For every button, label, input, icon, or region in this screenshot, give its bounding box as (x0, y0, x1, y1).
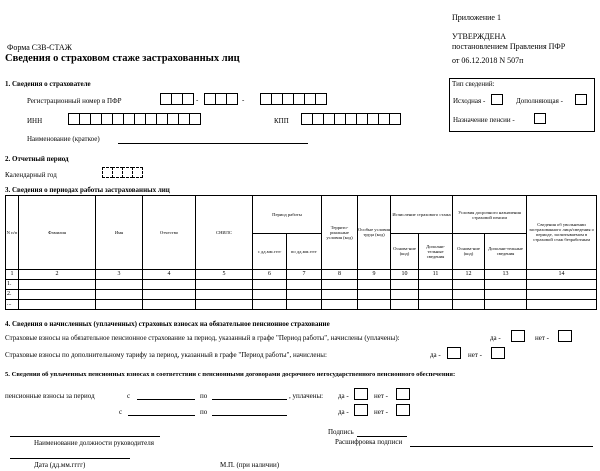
section4-line2-no-label: нет - (468, 351, 482, 359)
position-label: Наименование должности руководителя (34, 439, 154, 447)
table-row[interactable] (6, 299, 597, 309)
col-period-header: Период работы (253, 196, 322, 234)
section4-line1-no-label: нет - (535, 334, 549, 342)
col-num-header: N п/п (6, 196, 19, 270)
section5-no-checkbox-1[interactable] (396, 388, 410, 400)
position-field[interactable] (10, 436, 160, 437)
signature-decode-field[interactable] (410, 446, 593, 447)
column-number: 13 (485, 269, 527, 279)
column-number: 9 (358, 269, 391, 279)
section4-line1-yes-checkbox[interactable] (511, 330, 525, 342)
approved-by-label: постановлением Правления ПФР (452, 42, 566, 51)
column-number: 5 (196, 269, 253, 279)
section2-title: 2. Отчетный период (5, 155, 69, 163)
column-number: 8 (322, 269, 358, 279)
section5-yes-label-1: да - (338, 392, 349, 400)
row-number: ... (6, 299, 19, 309)
signature-field[interactable] (357, 436, 407, 437)
column-number: 1 (6, 269, 19, 279)
section5-to-label: по (200, 392, 208, 400)
year-label: Календарный год (5, 171, 57, 179)
column-number: 12 (453, 269, 485, 279)
section5-title: 5. Сведения об уплаченных пенсионных взносах в соответствии с пенсионными договорами досрочного негосударственного пенсионного обеспечения: (5, 371, 456, 378)
column-number: 6 (253, 269, 287, 279)
column-number: 2 (19, 269, 96, 279)
info-type-pension-checkbox[interactable] (534, 113, 546, 124)
info-type-supplementary-label: Дополняющая - (516, 97, 563, 105)
col-ins-extra-header: Дополни-тельные сведения (419, 234, 453, 270)
table-row[interactable] (6, 279, 597, 289)
org-name-label: Наименование (краткое) (27, 135, 100, 143)
col-early-basis-header: Основа-ние (код) (453, 234, 485, 270)
column-numbers-row (6, 269, 597, 279)
section5-no-label-2: нет - (374, 408, 388, 416)
stamp-label: М.П. (при наличии) (220, 461, 280, 469)
section5-from-label-2: с (119, 408, 123, 416)
section5-from-field-2[interactable] (128, 415, 195, 416)
col-surname-header: Фамилия (19, 196, 96, 270)
section5-paid-label: , уплачены: (289, 392, 324, 400)
col-insurance-header: Исчисление страхового стажа (391, 196, 453, 234)
col-snils-header: СНИЛС (196, 196, 253, 270)
col-to-header: по дд.мм.гггг (287, 234, 322, 270)
section4-title: 4. Сведения о начисленных (уплаченных) страховых взносах на обязательное пенсионное страхование (5, 320, 330, 328)
approved-date-label: от 06.12.2018 N 507п (452, 56, 524, 65)
col-territorial-header: Террито-риальные условия (код) (322, 196, 358, 270)
column-number: 14 (527, 269, 597, 279)
section5-yes-label-2: да - (338, 408, 349, 416)
column-number: 10 (391, 269, 419, 279)
info-type-initial-checkbox[interactable] (491, 94, 503, 105)
col-name-header: Имя (96, 196, 143, 270)
section5-yes-checkbox-1[interactable] (354, 388, 368, 400)
info-type-initial-label: Исходная - (453, 97, 486, 105)
col-patronymic-header: Отчество (143, 196, 196, 270)
section5-from-label: с (127, 392, 131, 400)
date-field[interactable] (10, 458, 130, 459)
form-code: Форма СЗВ-СТАЖ (7, 43, 72, 52)
kpp-label: КПП (274, 117, 289, 125)
info-type-supplementary-checkbox[interactable] (575, 94, 587, 105)
work-periods-table (5, 195, 597, 310)
info-type-pension-label: Назначение пенсии - (453, 116, 515, 124)
section4-line1: Страховые взносы на обязательное пенсионное страхование за период, указанный в графе "Период работы", начислены (уплачены): (5, 334, 400, 342)
section5-to-label-2: по (200, 408, 208, 416)
inn-label: ИНН (27, 117, 43, 125)
section5-to-field-1[interactable] (212, 399, 287, 400)
section4-line2-yes-label: да - (430, 351, 441, 359)
signature-decode-label: Расшифровка подписи (335, 438, 403, 446)
section4-line2-no-checkbox[interactable] (491, 347, 505, 359)
approved-label: УТВЕРЖДЕНА (452, 32, 507, 41)
section1-title: 1. Сведения о страхователе (5, 80, 91, 88)
org-name-field[interactable] (118, 143, 308, 144)
reg-number-label: Регистрационный номер в ПФР (27, 97, 122, 105)
column-number: 3 (96, 269, 143, 279)
section5-yes-checkbox-2[interactable] (354, 404, 368, 416)
section4-line2: Страховые взносы по дополнительному тарифу за период, указанный в графе "Период работы", начислены: (5, 351, 327, 359)
row-number: 1. (6, 279, 19, 289)
column-number: 11 (419, 269, 453, 279)
section5-no-label-1: нет - (374, 392, 388, 400)
table-row[interactable] (6, 289, 597, 299)
col-early-header: Условия досрочного назначения страховой пенсии (453, 196, 527, 234)
section5-no-checkbox-2[interactable] (396, 404, 410, 416)
row-number: 2. (6, 289, 19, 299)
section4-line2-yes-checkbox[interactable] (447, 347, 461, 359)
info-type-title: Тип сведений: (452, 80, 495, 88)
col-special-header: Особые условия труда (код) (358, 196, 391, 270)
column-number: 7 (287, 269, 322, 279)
column-number: 4 (143, 269, 196, 279)
col-dismissal-header: Сведения об увольнении застрахованного лица/сведения о периоде, засчитываемом в страховой стаж безработным (527, 196, 597, 270)
section4-line1-yes-label: да - (490, 334, 501, 342)
section3-title: 3. Сведения о периодах работы застрахованных лиц (5, 186, 170, 194)
page-title: Сведения о страховом стаже застрахованных лиц (5, 53, 240, 64)
col-early-extra-header: Дополни-тельные сведения (485, 234, 527, 270)
date-label: Дата (дд.мм.гггг) (34, 461, 86, 469)
col-ins-basis-header: Основа-ние (код) (391, 234, 419, 270)
section5-period-label: пенсионные взносы за период (5, 392, 95, 400)
appendix-label: Приложение 1 (452, 13, 501, 22)
section5-to-field-2[interactable] (212, 415, 287, 416)
signature-label: Подпись (328, 428, 354, 436)
col-from-header: с дд.мм.гггг (253, 234, 287, 270)
section4-line1-no-checkbox[interactable] (558, 330, 572, 342)
section5-from-field-1[interactable] (137, 399, 195, 400)
